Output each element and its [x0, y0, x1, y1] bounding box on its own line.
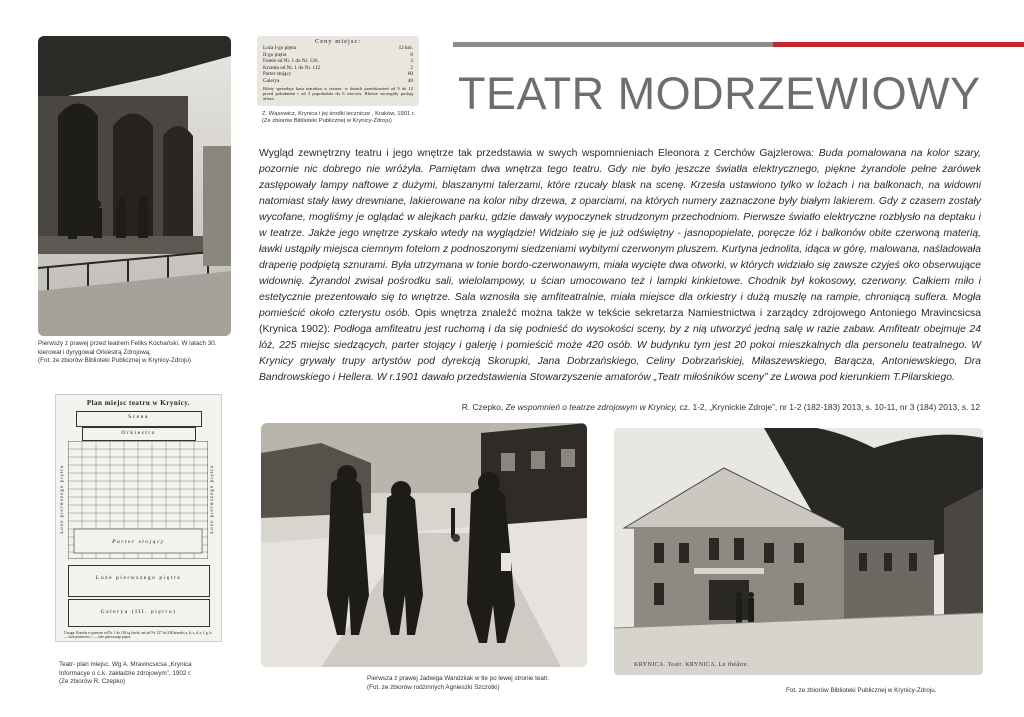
price-list-note: Bilety sprzedaje kasa teatralna w teatrze, w dniach przedstawień od 9 do 12 przed południem i od 3 popołudnia do 6 wieczór. Bliższe szczegóły podają afisze. [263, 85, 413, 102]
women-walking-image [261, 423, 587, 667]
bibliography-reference: R. Czepko, Ze wspomnień o teatrze zdrojowym w Krynicy, cz. 1-2, „Krynickie Zdroje”, nr 1-2 (182-183) 2013, s. 10-11, nr 3 (184) 2013, s. 12 [461, 402, 980, 412]
plan-side-label-right: Loże pierwszego piętra [210, 465, 215, 534]
price-row: Krzesła od Nr. 1 do Nr. 112 2 [263, 64, 413, 71]
plan-side-label-left: Loże pierwszego piętra [60, 465, 65, 534]
plan-title: Plan miejsc teatru w Krynicy. [86, 399, 191, 407]
middle-text: Opis wnętrza znaleźć można także w tekście sekretarza Namiestnictwa i zarządcy zdrojowego Antoniego Mravincsicsa (Krynica 1902): [259, 308, 982, 335]
seating-plan [55, 394, 222, 642]
plan-parter-label: Parter stojący [112, 539, 165, 545]
photo-theatre-postcard [614, 428, 983, 675]
main-article-text [259, 146, 981, 386]
price-list-clipping [257, 36, 419, 106]
caption-seating-plan: Teatr- plan miejsc. Wg A. Mravincsicsa „Krynica Informacye o c.k. zakładzie zdrojowym”, 1902 r. (Ze zbiorów R. Czepko) [59, 661, 192, 686]
photo-women-walking [261, 423, 587, 667]
price-row: Parter stojący 60 [263, 71, 413, 78]
theatre-veranda-image [38, 36, 231, 336]
caption-women-photo: Pierwsza z prawej Jadwiga Wandzilak w tle po lewej stronie teatr. (Fot. ze zbiorów rodzinnych Agnieszki Szczotki) [367, 675, 550, 691]
header-gray-bar [453, 42, 773, 47]
price-row: II-go piętra 6 [263, 51, 413, 58]
price-row: Galerya 40 [263, 77, 413, 84]
quote-gajzlerowa: Buda pomalowana na kolor szary, pozornie nic dobrego nie wróżyła. Pamiętam dwa wnętrza tego teatru. Gdy nie było jeszcze światła elektrycznego, piękne żyrandole pełne żarówek zastępowały lampy naftowe z dużymi, blaszanymi talerzami, które rzucały blask na scenę. Krzesła ustawiono tylko w lożach i na balkonach, na widowni natomiast stały ławy drewniane, lakierowane na kolor niby drzewa, z oparciami, na których numery zaznaczone były białym lakierem. Gdy z czasem zostały wycofane, mogliśmy je oglądać w alejkach parku, gdzie dawały wypoczynek strudzonym przechodniom. Pierwsze światło elektryczne rozbłysło na deptaku i w teatrze. Jakże jego wnętrze zyskało wtedy na wyglądzie! Widziało się je już odświętny - jasnopopielate, poręcze lóż i balkonów obite czerwoną materią, ławki ustąpiły miejsca ciemnym fotelom z podnoszonymi siedzeniami wybitymi czerwonym pluszem. Kurtyna jednolita, idąca w górę, malowana, naśladowała draperię podpiętą sznurami. Była utrzymana w tonie bordo-czerwonawym, miała wycięte dwa otworki, w których widziało się zawsze czyjeś oko obserwujące widownię. Żyrandol zwisał pośrodku sali, wielolampowy, u ścian umocowano też i lampki kinkietowe. Chodnik był kokosowy, czerwony. Całkiem miło i estetycznie prezentowało się to wnętrze. Sala wznosiła się amfiteatralnie, miała miejsce dla orkiestry i dużą muszlę na rampie, chroniącą suflera. Mogła pomieścić około czterystu osób. [259, 148, 982, 319]
plan-boxes-band [68, 565, 210, 597]
caption-price-list: Z. Wąsowicz, Krynica i jej środki lecznicze , Kraków, 1901 r. (Ze zbiorów Biblioteki Publicznej w Krynicy-Zdroju) [262, 111, 416, 125]
theatre-postcard-image [614, 428, 983, 675]
plan-stage-label: Scena [128, 414, 149, 420]
header-red-bar [773, 42, 1024, 47]
price-row: Loża I-go piętra 12 kor. [263, 45, 413, 51]
plan-boxes-label: Loże pierwszego piętra [95, 575, 182, 581]
caption-veranda-photo: Pierwszy z prawej przed teatrem Feliks Kochański. W latach 30. kierował i dyrygował Orkiestrą Zdrojową. (Fot. ze zbiorów Biblioteki Publicznej w Krynicy-Zdroju) [38, 340, 217, 365]
plan-legend: Uwaga: Krzesła w parterze od Nr. 1 do 126 są fotele, zaś od Nr. 127 do 238 krzesła; a, b, c, d, e, f, g, h — loże parterowe, i — loże pierwszego piętra. [64, 631, 212, 640]
plan-gallery-label: Galerya (III. piętro) [100, 609, 177, 615]
quote-mravincsics: Podłoga amfiteatru jest ruchomą i da się podnieść do wysokości sceny, by z nią utworzyć jedną salę w razie zabaw. Amfiteatr obejmuje 24 lóż, 225 miejsc siedzących, parter stojący i galerję i pomieścić może 420 osób. W budynku tym jest 20 pokoi mieszkalnych dla personelu teatralnego. W Krynicy grywały trupy artystów pod dyrekcją Skorupki, Jana Dobrzańskiego, Celiny Dobrzańskiej, Miłaszewskiego, Barącza, Antoniewskiego, Dra Bandrowskiego i Hellera. W r.1901 dawało przedstawienia Stowarzyszenie amatorów „Teatr miłośników sceny” ze Lwowa pod kierunkiem T.Pilarskiego. [259, 324, 981, 383]
caption-postcard: Fot. ze zbiorów Biblioteki Publicznej w Krynicy-Zdroju. [786, 687, 937, 694]
photo-theatre-veranda [38, 36, 231, 336]
intro-text: Wygląd zewnętrzny teatru i jego wnętrze tak przedstawia w swych wspomnieniach Eleonora z Cerchów Gajzlerowa: [259, 148, 815, 159]
postcard-label: KRYNICA. Teatr. KRYNICA. Le théâtre. [634, 662, 749, 668]
price-row: Fotele od Nr. 1 do Nr. 126. 3 [263, 58, 413, 65]
price-list-heading: Ceny miejsc: [314, 38, 362, 45]
page-title: TEATR MODRZEWIOWY [458, 68, 981, 119]
plan-orchestra-label: Orkiestra [121, 430, 156, 436]
